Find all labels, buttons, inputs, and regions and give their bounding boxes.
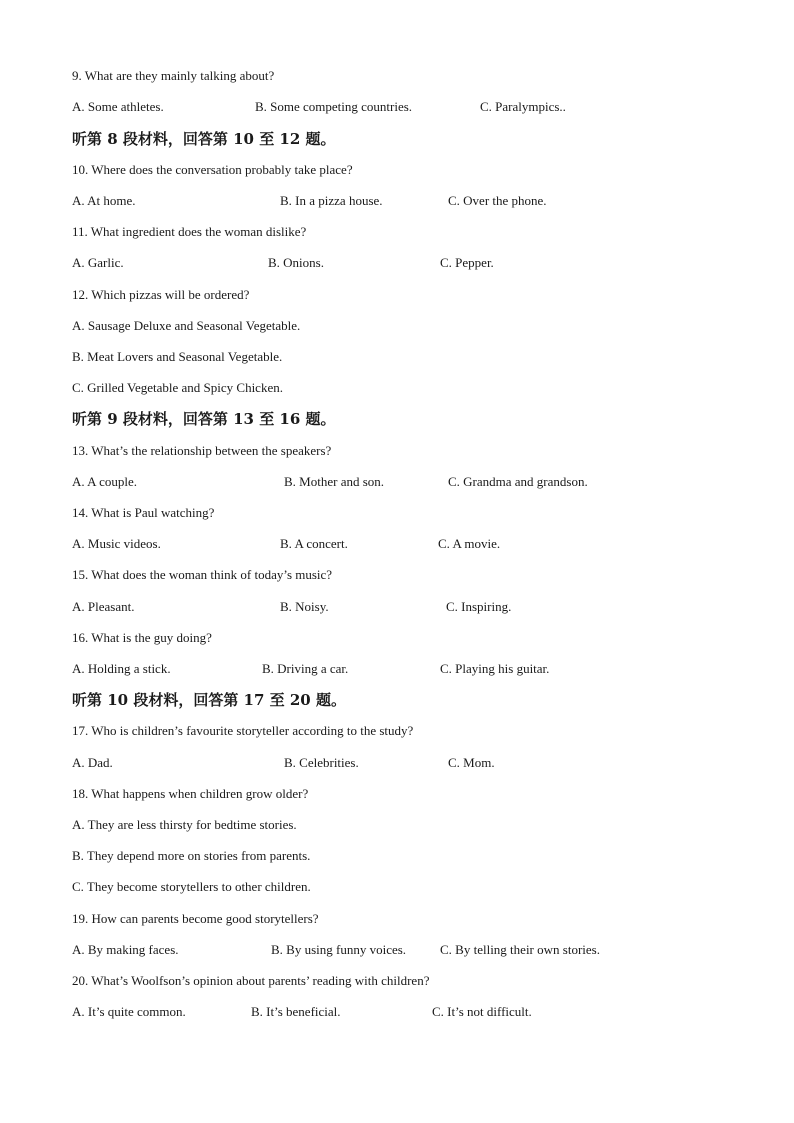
option-19a: A. By making faces.: [72, 942, 179, 957]
question-18: 18. What happens when children grow older?: [72, 786, 309, 801]
option-11c: C. Pepper.: [440, 255, 494, 270]
option-14c: C. A movie.: [438, 536, 501, 551]
option-15a: A. Pleasant.: [72, 599, 135, 614]
option-15b: B. Noisy.: [280, 599, 329, 614]
question-20: 20. What’s Woolfson’s opinion about parents’ reading with children?: [72, 973, 430, 988]
option-19c: C. By telling their own stories.: [440, 942, 600, 957]
option-20b: B. It’s beneficial.: [251, 1004, 341, 1019]
option-15c: C. Inspiring.: [446, 599, 512, 614]
question-13: 13. What’s the relationship between the speakers?: [72, 443, 332, 458]
option-11a: A. Garlic.: [72, 255, 124, 270]
option-14a: A. Music videos.: [72, 536, 161, 551]
option-12a: A. Sausage Deluxe and Seasonal Vegetable.: [72, 318, 301, 333]
option-10a: A. At home.: [72, 193, 136, 208]
section-heading-10: 听第 10 段材料，回答第 17 至 20 题。: [72, 691, 346, 709]
option-10b: B. In a pizza house.: [280, 193, 383, 208]
option-18b: B. They depend more on stories from parents.: [72, 848, 311, 863]
question-19: 19. How can parents become good storytellers?: [72, 911, 319, 926]
option-13a: A. A couple.: [72, 474, 137, 489]
option-16b: B. Driving a car.: [262, 661, 349, 676]
option-16a: A. Holding a stick.: [72, 661, 171, 676]
option-20c: C. It’s not difficult.: [432, 1004, 532, 1019]
option-17a: A. Dad.: [72, 755, 113, 770]
option-18a: A. They are less thirsty for bedtime stories.: [72, 817, 297, 832]
question-11: 11. What ingredient does the woman dislike?: [72, 224, 307, 239]
option-9b: B. Some competing countries.: [255, 99, 413, 114]
section-heading-8: 听第 8 段材料，回答第 10 至 12 题。: [72, 130, 336, 148]
question-14: 14. What is Paul watching?: [72, 505, 215, 520]
option-20a: A. It’s quite common.: [72, 1004, 186, 1019]
option-12c: C. Grilled Vegetable and Spicy Chicken.: [72, 380, 283, 395]
question-9: 9. What are they mainly talking about?: [72, 68, 275, 83]
option-9c: C. Paralympics..: [480, 99, 566, 114]
option-9a: A. Some athletes.: [72, 99, 164, 114]
option-13b: B. Mother and son.: [284, 474, 385, 489]
question-10: 10. Where does the conversation probably take place?: [72, 162, 353, 177]
option-11b: B. Onions.: [268, 255, 324, 270]
option-18c: C. They become storytellers to other children.: [72, 879, 311, 894]
option-17c: C. Mom.: [448, 755, 495, 770]
option-13c: C. Grandma and grandson.: [448, 474, 588, 489]
option-10c: C. Over the phone.: [448, 193, 547, 208]
option-19b: B. By using funny voices.: [271, 942, 407, 957]
option-16c: C. Playing his guitar.: [440, 661, 550, 676]
section-heading-9: 听第 9 段材料，回答第 13 至 16 题。: [72, 410, 336, 428]
question-16: 16. What is the guy doing?: [72, 630, 212, 645]
option-12b: B. Meat Lovers and Seasonal Vegetable.: [72, 349, 283, 364]
question-12: 12. Which pizzas will be ordered?: [72, 287, 250, 302]
option-17b: B. Celebrities.: [284, 755, 359, 770]
question-17: 17. Who is children’s favourite storyteller according to the study?: [72, 723, 414, 738]
question-15: 15. What does the woman think of today’s music?: [72, 567, 333, 582]
option-14b: B. A concert.: [280, 536, 348, 551]
